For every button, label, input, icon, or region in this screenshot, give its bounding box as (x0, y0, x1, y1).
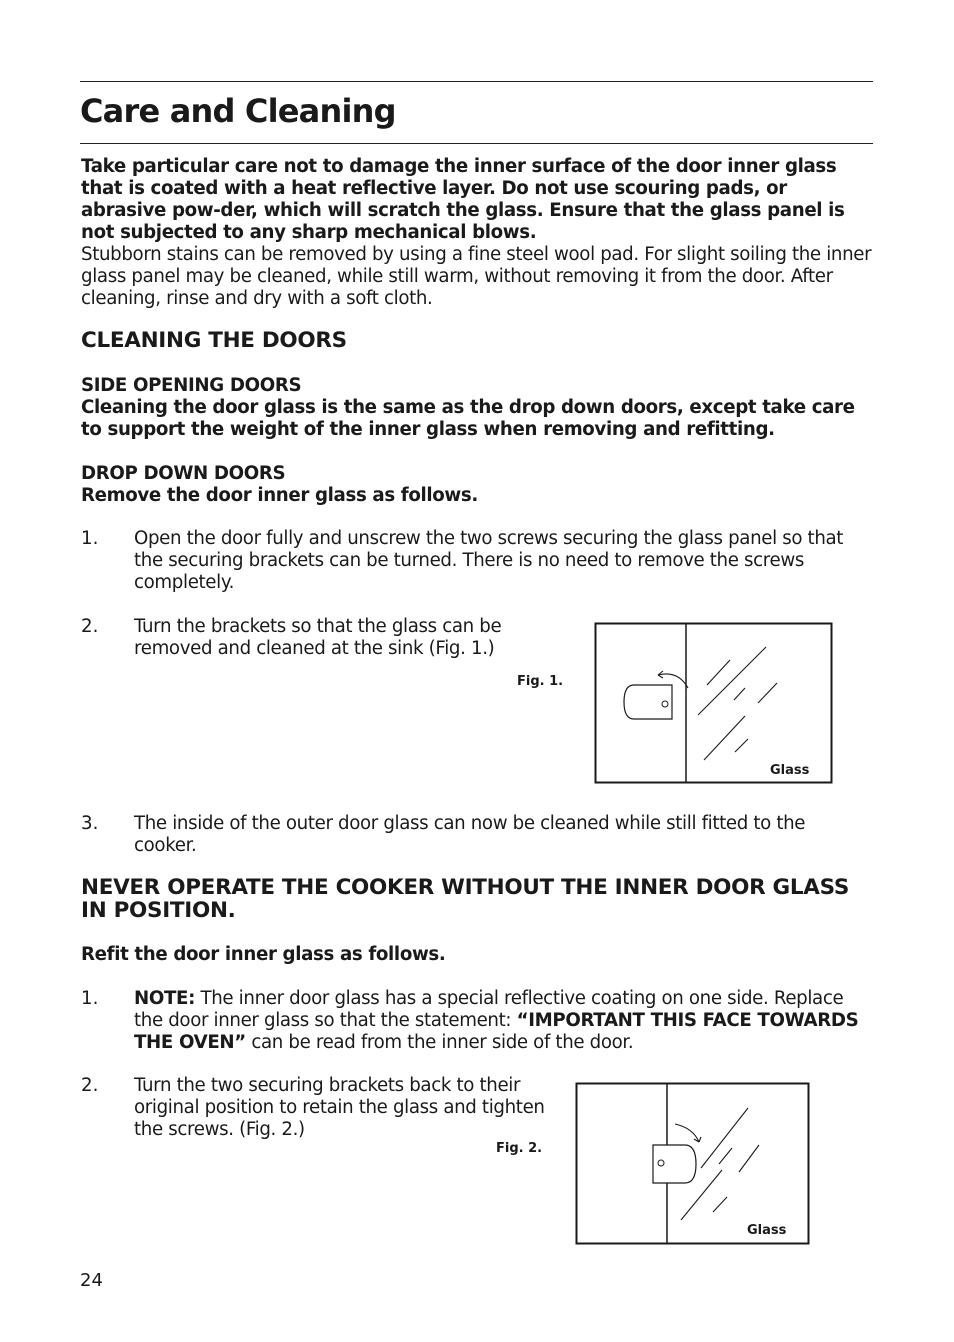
fig2-glass-label: Glass (747, 1223, 787, 1238)
step-text: Open the door fully and unscrew the two screws securing the glass panel so that the securing brackets can be turned. There is no need to remove the screws completely. (134, 528, 844, 593)
never-operate-heading: NEVER OPERATE THE COOKER WITHOUT THE INNER DOOR GLASS IN POSITION. (81, 875, 850, 923)
drop-down-heading: DROP DOWN DOORS (81, 463, 286, 484)
refit-step2-text: Turn the two securing brackets back to their original position to retain the glass and tighten the screws. (Fig. 2.) (134, 1075, 545, 1140)
drop-down-subheading: Remove the door inner glass as follows. (81, 485, 478, 506)
title-rule (80, 143, 873, 144)
top-rule (80, 81, 873, 82)
refit-step1-text: NOTE: The inner door glass has a special reflective coating on one side. Replace the door inner glass so that the statement: “IMPORTANT THIS FACE TOWARDS THE OVEN” can be read from the inner side of the door. (134, 988, 859, 1053)
fig1-label: Fig. 1. (517, 674, 564, 689)
refit-step-number: 2. (81, 1075, 99, 1096)
refit-heading: Refit the door inner glass as follows. (81, 944, 446, 965)
page-title: Care and Cleaning (80, 92, 396, 130)
side-opening-heading: SIDE OPENING DOORS (81, 375, 302, 396)
step-number: 2. (81, 616, 99, 637)
step-number: 1. (81, 528, 99, 549)
side-opening-text: Cleaning the door glass is the same as the drop down doors, except take care to support the weight of the inner glass when removing and refitting. (81, 397, 855, 440)
intro-body: Stubborn stains can be removed by using a fine steel wool pad. For slight soiling the inner glass panel may be cleaned, while still warm, without removing it from the door. After cleaning, rinse and dry with a soft cloth. (81, 244, 872, 309)
cleaning-doors-heading: CLEANING THE DOORS (81, 328, 347, 353)
fig2-label: Fig. 2. (496, 1141, 543, 1156)
fig1-glass-label: Glass (770, 763, 810, 778)
step-number: 3. (81, 813, 99, 834)
refit-step-number: 1. (81, 988, 99, 1009)
note-label: NOTE: (134, 988, 196, 1009)
step-text: Turn the brackets so that the glass can be removed and cleaned at the sink (Fig. 1.) (134, 616, 502, 659)
important-statement: “IMPORTANT THIS FACE TOWARDS THE OVEN” (134, 1010, 859, 1053)
glass-reflection-lines (698, 647, 777, 760)
fig2-diagram (575, 1082, 811, 1246)
intro-warning: Take particular care not to damage the inner surface of the door inner glass that is coated with a heat reflective layer. Do not use scouring pads, or abrasive pow-der, which will scratch the glass. Ensure that the glass panel is not subjected to any sharp mechanical blows. (81, 156, 845, 243)
page-number: 24 (80, 1270, 103, 1291)
fig1-diagram (594, 622, 834, 785)
step-text: The inside of the outer door glass can now be cleaned while still fitted to the cooker. (134, 813, 806, 856)
